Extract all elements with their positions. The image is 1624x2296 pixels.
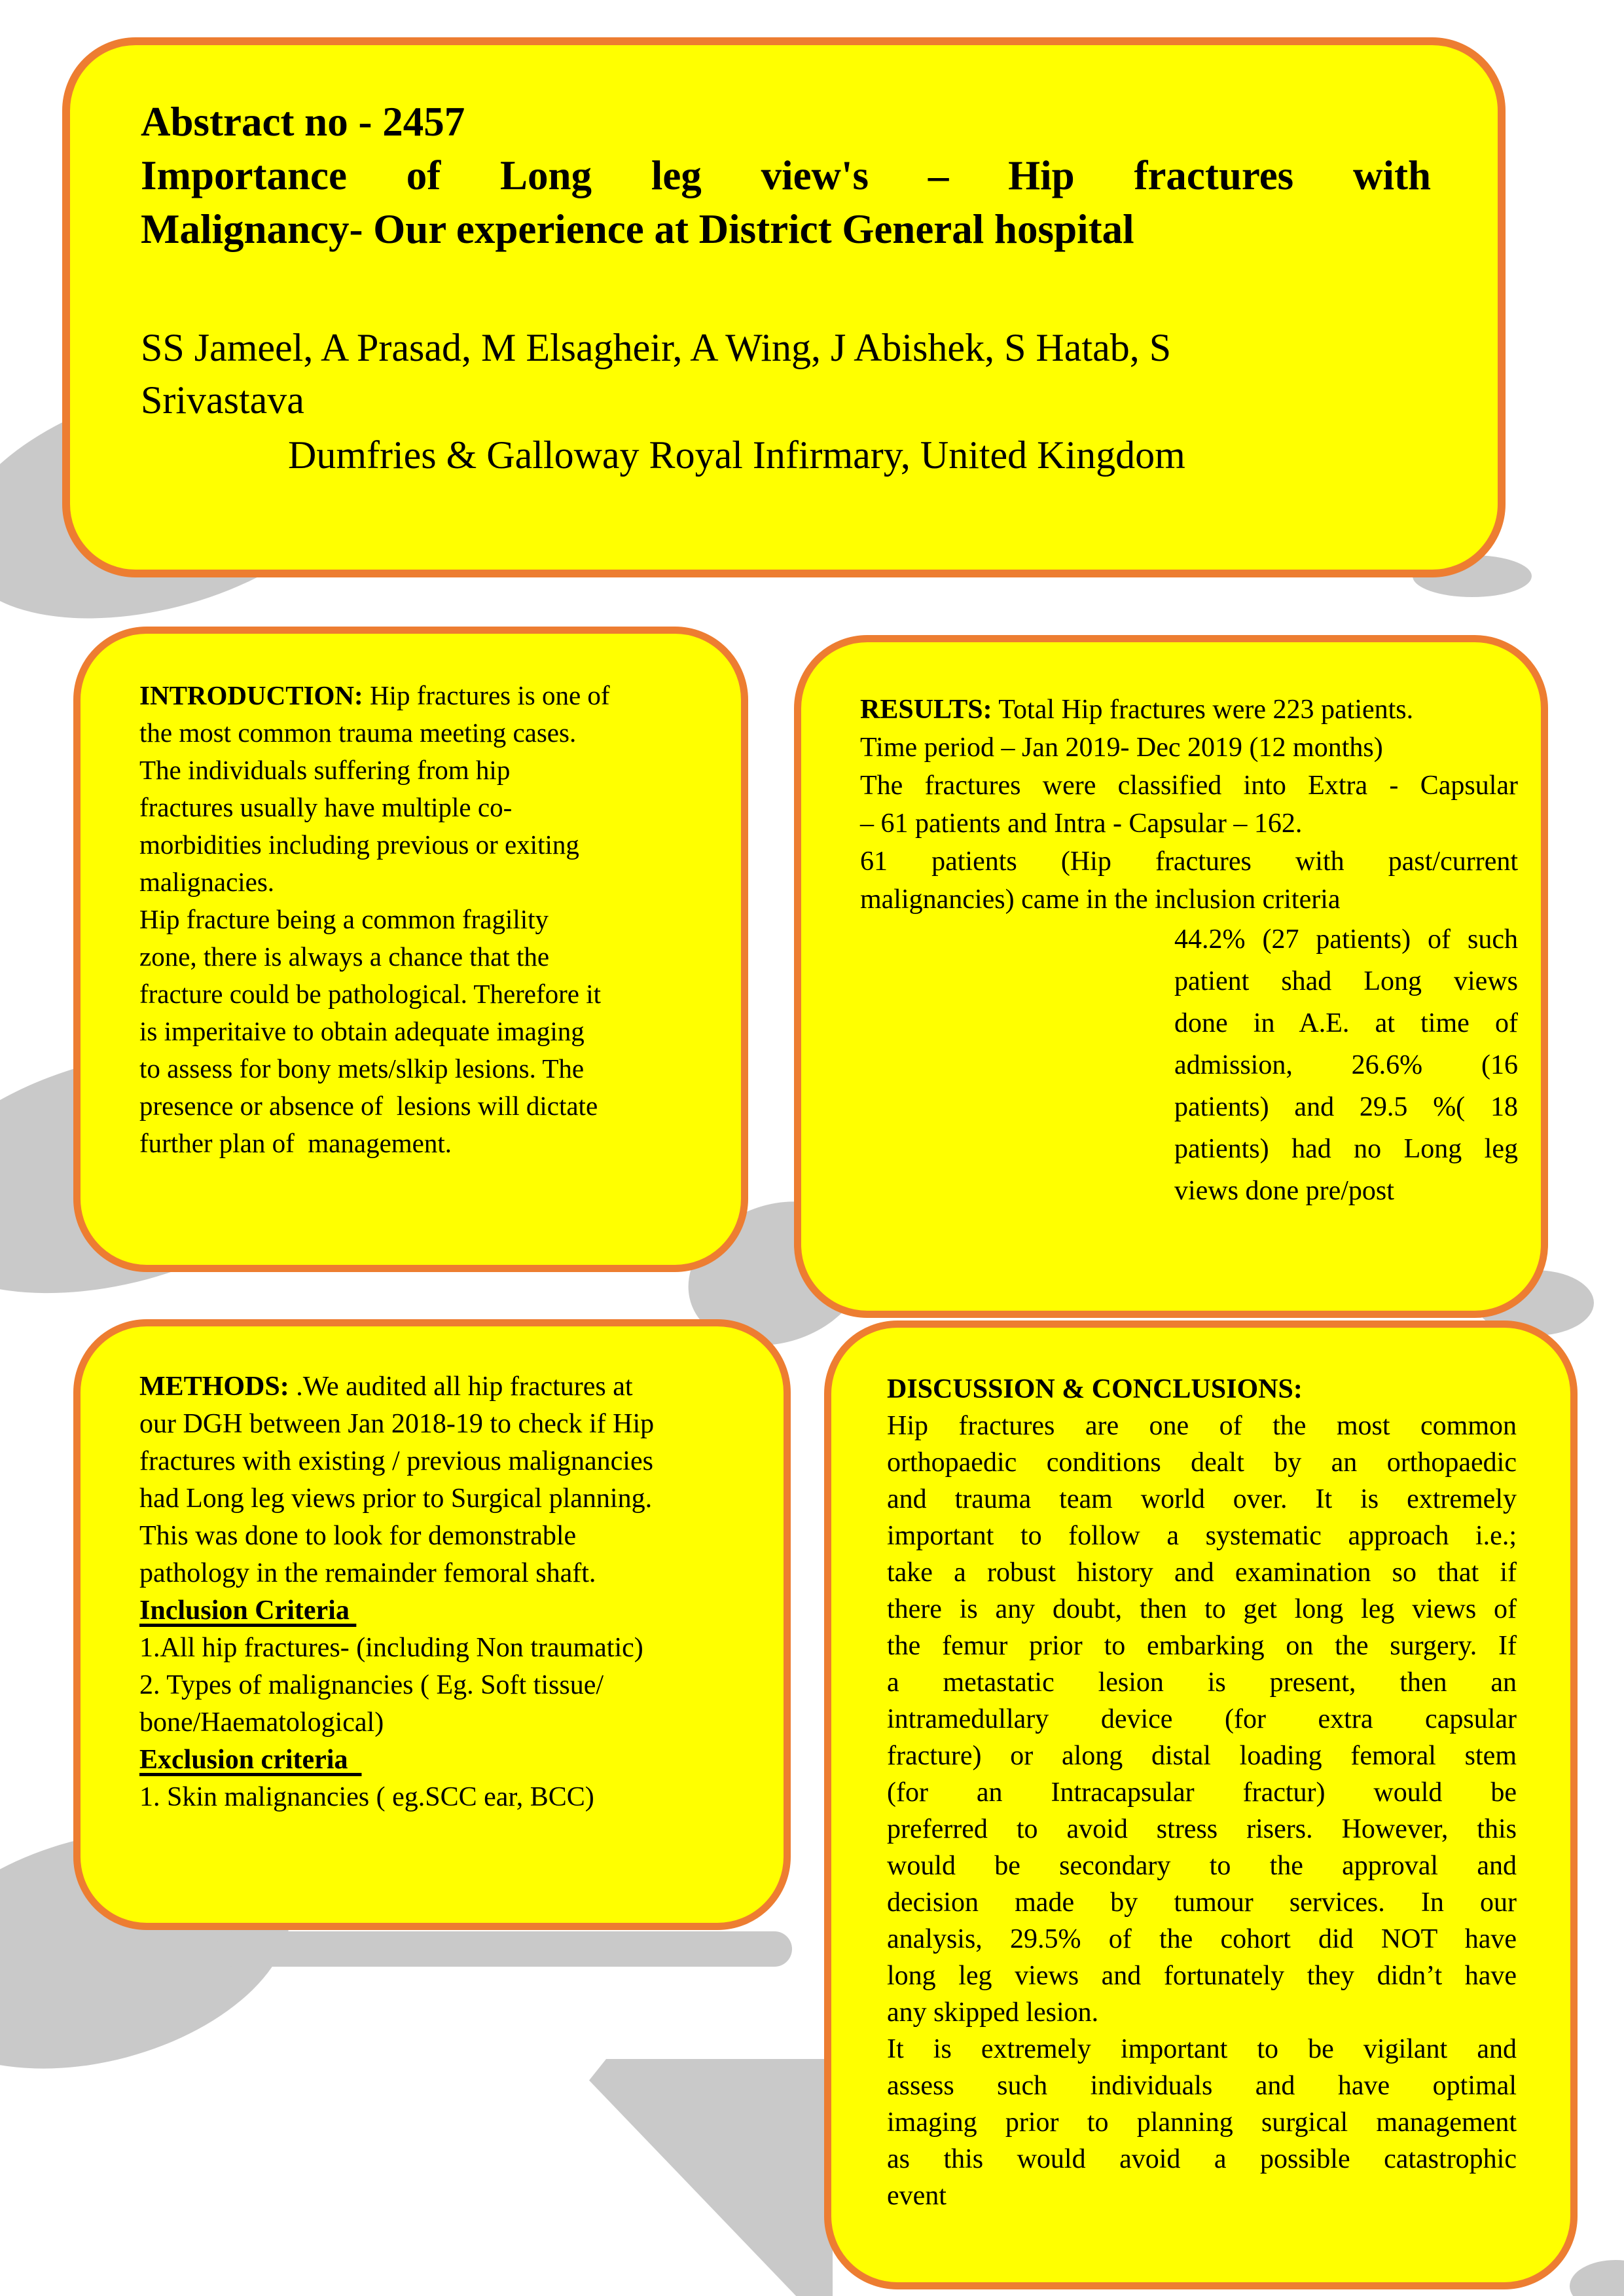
text-line: analysis, 29.5% of the cohort did NOT have — [887, 1924, 1517, 1954]
text-line: a metastatic lesion is present, then an — [887, 1667, 1517, 1698]
text-line: Abstract no - 2457 — [141, 99, 465, 145]
text-line: imaging prior to planning surgical management — [887, 2107, 1517, 2138]
text-line: there is any doubt, then to get long leg views of — [887, 1594, 1517, 1624]
text-line: preferred to avoid stress risers. However, this — [887, 1814, 1517, 1844]
text-line: take a robust history and examination so that if — [887, 1558, 1517, 1588]
text-line: malignancies) came in the inclusion criteria — [860, 884, 1341, 915]
text-line: INTRODUCTION: Hip fractures is one of — [139, 680, 610, 710]
text-line: patients) and 29.5 %( 18 — [1174, 1092, 1518, 1122]
text-line: It is extremely important to be vigilant and — [887, 2034, 1517, 2064]
text-line: DISCUSSION & CONCLUSIONS: — [887, 1374, 1303, 1404]
text-line: Importance of Long leg view's – Hip fractures with — [141, 153, 1431, 198]
text-line: patient shad Long views — [1174, 966, 1518, 996]
title-box — [62, 37, 1506, 577]
text-line: as this would avoid a possible catastrophic — [887, 2144, 1517, 2174]
text-line: important to follow a systematic approach i.e.; — [887, 1521, 1517, 1551]
text-line: RESULTS: Total Hip fractures were 223 patients. — [860, 695, 1414, 725]
text-line: orthopaedic conditions dealt by an orthopaedic — [887, 1448, 1517, 1478]
text-line: Time period – Jan 2019- Dec 2019 (12 months) — [860, 733, 1383, 763]
text-line: (for an Intracapsular fractur) would be — [887, 1777, 1517, 1808]
text-line: fractures with existing / previous malignancies — [139, 1446, 653, 1476]
text-line: Dumfries & Galloway Royal Infirmary, United Kingdom — [288, 433, 1185, 477]
text-line: presence or absence of lesions will dictate — [139, 1091, 598, 1121]
text-line: Hip fractures are one of the most common — [887, 1411, 1517, 1441]
text-line: This was done to look for demonstrable — [139, 1521, 577, 1551]
text-line: decision made by tumour services. In our — [887, 1887, 1517, 1918]
affiliation — [70, 429, 1498, 481]
text-line: 61 patients (Hip fractures with past/current — [860, 847, 1518, 877]
methods-box — [73, 1319, 791, 1930]
text-line: views done pre/post — [1174, 1176, 1394, 1206]
discussion-text — [831, 1328, 1570, 2214]
text-line: to assess for bony mets/slkip lesions. The — [139, 1053, 585, 1084]
text-line: zone, there is always a chance that the — [139, 941, 550, 972]
text-line: 1.All hip fractures- (including Non traumatic) — [139, 1633, 643, 1663]
text-line: METHODS: .We audited all hip fractures at — [139, 1372, 633, 1402]
text-line: our DGH between Jan 2018-19 to check if Hip — [139, 1409, 655, 1439]
results-text — [801, 642, 1541, 919]
text-line: is imperitaive to obtain adequate imaging — [139, 1016, 585, 1046]
text-line: patients) had no Long leg — [1174, 1134, 1518, 1164]
text-line: SS Jameel, A Prasad, M Elsagheir, A Wing, J Abishek, S Hatab, S — [141, 326, 1172, 369]
text-line: fractures usually have multiple co- — [139, 792, 513, 822]
text-line: the femur prior to embarking on the surgery. If — [887, 1631, 1517, 1661]
text-line: Srivastava — [141, 378, 304, 422]
introduction-box — [73, 627, 748, 1272]
text-line: – 61 patients and Intra - Capsular – 162. — [860, 809, 1303, 839]
methods-text — [81, 1326, 784, 1816]
text-line: had Long leg views prior to Surgical planning. — [139, 1484, 653, 1514]
text-line: assess such individuals and have optimal — [887, 2071, 1517, 2101]
introduction-text — [81, 634, 741, 1162]
methods-box-shadow-bottom — [216, 1931, 792, 1967]
text-line: 2. Types of malignancies ( Eg. Soft tissue/ — [139, 1670, 604, 1700]
text-line: morbidities including previous or exiting — [139, 829, 579, 860]
text-line: Inclusion Criteria — [139, 1595, 357, 1626]
text-line: Exclusion criteria — [139, 1745, 362, 1775]
text-line: long leg views and fortunately they didn’t have — [887, 1961, 1517, 1991]
text-line: any skipped lesion. — [887, 1997, 1099, 2028]
text-line: fracture) or along distal loading femoral stem — [887, 1741, 1517, 1771]
discussion-box — [824, 1321, 1578, 2289]
text-line: event — [887, 2181, 947, 2211]
discussion-box-shadow-right — [1570, 2260, 1624, 2296]
text-line: 44.2% (27 patients) of such — [1174, 924, 1518, 955]
text-line: and trauma team world over. It is extremely — [887, 1484, 1517, 1514]
text-line: Hip fracture being a common fragility — [139, 904, 549, 934]
poster-title — [70, 45, 1498, 256]
text-line: Malignancy- Our experience at District General hospital — [141, 206, 1134, 252]
text-line: the most common trauma meeting cases. — [139, 718, 577, 748]
results-indented-text — [801, 919, 1541, 1212]
text-line: malignacies. — [139, 867, 275, 897]
results-box — [794, 635, 1548, 1318]
text-line: The individuals suffering from hip — [139, 755, 511, 785]
text-line: fracture could be pathological. Therefore it — [139, 979, 602, 1009]
authors — [70, 321, 1498, 426]
discussion-box-shadow-wedge — [589, 2059, 833, 2296]
text-line: admission, 26.6% (16 — [1174, 1050, 1518, 1080]
text-line: intramedullary device (for extra capsular — [887, 1704, 1517, 1734]
text-line: bone/Haematological) — [139, 1707, 384, 1738]
text-line: done in A.E. at time of — [1174, 1008, 1518, 1038]
text-line: further plan of management. — [139, 1128, 452, 1158]
text-line: pathology in the remainder femoral shaft. — [139, 1558, 596, 1588]
text-line: 1. Skin malignancies ( eg.SCC ear, BCC) — [139, 1782, 594, 1812]
text-line: would be secondary to the approval and — [887, 1851, 1517, 1881]
text-line: The fractures were classified into Extra - Capsular — [860, 771, 1518, 801]
